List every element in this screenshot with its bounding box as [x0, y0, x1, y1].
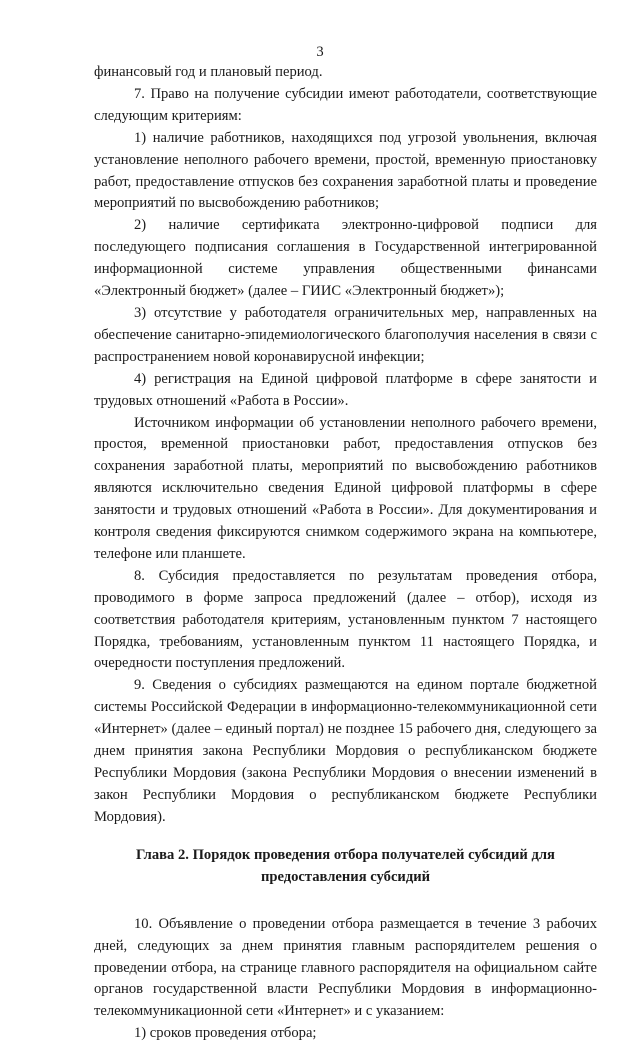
paragraph-criterion-3: 3) отсутствие у работодателя ограничительных мер, направленных на обеспечение санитарно-эпидемиологического благополучия населения в связи с распространением новой коронавирусной инфекции;: [94, 304, 597, 365]
chapter-heading: Глава 2. Порядок проведения отбора получателей субсидий для предоставления субсидий: [136, 846, 555, 885]
paragraph-criterion-2: 2) наличие сертификата электронно-цифровой подписи для последующего подписания соглашения в Государственной интегрированной информационной системе управления общественными финансами «Электронный бюджет» (далее – ГИИС «Электронный бюджет»);: [94, 217, 597, 300]
paragraph-clause-9: 9. Сведения о субсидиях размещаются на едином портале бюджетной системы Российской Федерации в информационно-телекоммуникационной сети «Интернет» (далее – единый портал) не позднее 15 рабочего дня, следующего за днем принятия закона Республики Мордовия о республиканском бюджете Республики Мордовия (закона Республики Мордовия о внесении изменений в закон Республики Мордовия о республиканском бюджете Республики Мордовия).: [94, 677, 597, 825]
paragraph-clause-7: 7. Право на получение субсидии имеют работодатели, соответствующие следующим критериям:: [94, 85, 597, 124]
paragraph-criterion-4: 4) регистрация на Единой цифровой платформе в сфере занятости и трудовых отношений «Работа в России».: [94, 370, 597, 409]
paragraph-continuation: финансовый год и плановый период.: [94, 64, 323, 80]
paragraph-criterion-1: 1) наличие работников, находящихся под угрозой увольнения, включая установление неполного рабочего времени, простой, временную приостановку работ, предоставление отпусков без сохранения заработной платы и проведение мероприятий по высвобождению работников;: [94, 129, 597, 212]
document-body: [94, 62, 597, 1045]
page-number: 3: [316, 44, 324, 60]
paragraph-clause-10-item-1: 1) сроков проведения отбора;: [134, 1025, 317, 1042]
paragraph-clause-8: 8. Субсидия предоставляется по результатам проведения отбора, проводимого в форме запроса предложений (далее – отбор), исходя из соответствия работодателя критериям, установленным пунктом 7 настоящего Порядка, требованиям, установленным пунктом 11 настоящего Порядка, и очередности поступления предложений.: [94, 567, 597, 672]
paragraph-information-source: Источником информации об установлении неполного рабочего времени, простоя, временной приостановки работ, предоставления отпусков без сохранения заработной платы, мероприятий по высвобождению работников являются исключительно сведения Единой цифровой платформы в сфере занятости и трудовых отношений «Работа в России». Для документирования и контроля сведения фиксируются снимком содержимого экрана на компьютере, телефоне или планшете.: [94, 414, 597, 562]
paragraph-clause-10: 10. Объявление о проведении отбора размещается в течение 3 рабочих дней, следующих за днем принятия главным распорядителем решения о проведении отбора, на странице главного распорядителя на официальном сайте органов государственной власти Республики Мордовия в информационно-телекоммуникационной сети «Интернет» и с указанием:: [94, 915, 597, 1020]
